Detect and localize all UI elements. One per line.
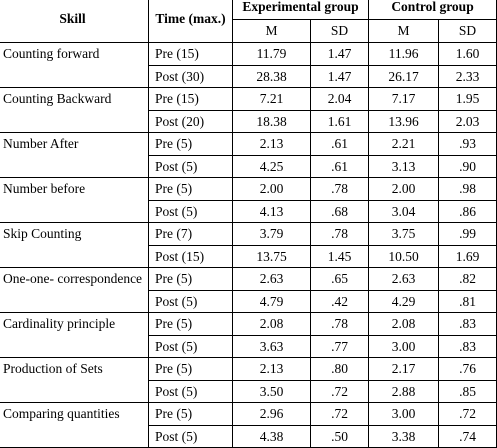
cell-time: Post (15) [149, 245, 233, 268]
cell-exp-sd: 1.61 [311, 110, 369, 133]
cell-time: Pre (5) [149, 133, 233, 156]
cell-exp-sd: 1.47 [311, 43, 369, 66]
cell-ctl-m: 2.88 [369, 380, 439, 403]
cell-exp-m: 4.25 [233, 155, 311, 178]
cell-exp-m: 2.13 [233, 358, 311, 381]
cell-time: Pre (5) [149, 403, 233, 426]
cell-time: Pre (15) [149, 88, 233, 111]
cell-exp-sd: 1.45 [311, 245, 369, 268]
header-exp-sd: SD [311, 20, 369, 43]
cell-exp-sd: .80 [311, 358, 369, 381]
cell-skill: Counting forward [0, 43, 149, 88]
cell-exp-sd: .78 [311, 313, 369, 336]
cell-exp-m: 2.96 [233, 403, 311, 426]
cell-ctl-m: 3.00 [369, 403, 439, 426]
cell-skill: Skip Counting [0, 223, 149, 268]
table-row [0, 43, 497, 66]
cell-ctl-sd: .85 [439, 380, 497, 403]
cell-ctl-m: 2.17 [369, 358, 439, 381]
cell-time: Post (5) [149, 380, 233, 403]
cell-time: Post (5) [149, 290, 233, 313]
cell-exp-sd: .42 [311, 290, 369, 313]
table-row [0, 358, 497, 381]
cell-exp-m: 28.38 [233, 65, 311, 88]
cell-time: Pre (5) [149, 178, 233, 201]
cell-skill: Number After [0, 133, 149, 178]
cell-time: Pre (5) [149, 358, 233, 381]
cell-exp-m: 2.13 [233, 133, 311, 156]
header-exp-m: M [233, 20, 311, 43]
cell-ctl-m: 3.04 [369, 200, 439, 223]
cell-ctl-m: 3.00 [369, 335, 439, 358]
cell-ctl-sd: .74 [439, 425, 497, 448]
table-row [0, 178, 497, 201]
cell-skill: Production of Sets [0, 358, 149, 403]
cell-ctl-m: 13.96 [369, 110, 439, 133]
cell-ctl-sd: .76 [439, 358, 497, 381]
cell-time: Pre (5) [149, 268, 233, 291]
cell-time: Pre (15) [149, 43, 233, 66]
cell-ctl-sd: 1.60 [439, 43, 497, 66]
cell-time: Pre (5) [149, 313, 233, 336]
cell-exp-sd: .61 [311, 155, 369, 178]
cell-exp-m: 4.38 [233, 425, 311, 448]
cell-skill: Counting Backward [0, 88, 149, 133]
header-control-group: Control group [369, 0, 497, 20]
cell-exp-m: 3.63 [233, 335, 311, 358]
cell-time: Post (30) [149, 65, 233, 88]
cell-time: Pre (7) [149, 223, 233, 246]
cell-ctl-m: 11.96 [369, 43, 439, 66]
cell-exp-sd: 1.47 [311, 65, 369, 88]
cell-ctl-sd: .93 [439, 133, 497, 156]
cell-exp-m: 4.79 [233, 290, 311, 313]
cell-time: Post (5) [149, 335, 233, 358]
cell-ctl-m: 2.00 [369, 178, 439, 201]
cell-ctl-sd: .83 [439, 313, 497, 336]
cell-time: Post (20) [149, 110, 233, 133]
cell-exp-sd: .61 [311, 133, 369, 156]
cell-ctl-sd: 2.03 [439, 110, 497, 133]
cell-exp-sd: .72 [311, 380, 369, 403]
cell-exp-m: 2.00 [233, 178, 311, 201]
header-ctl-sd: SD [439, 20, 497, 43]
cell-exp-m: 3.79 [233, 223, 311, 246]
cell-ctl-sd: .86 [439, 200, 497, 223]
table-row [0, 268, 497, 291]
cell-ctl-sd: .82 [439, 268, 497, 291]
cell-exp-sd: 2.04 [311, 88, 369, 111]
cell-exp-m: 13.75 [233, 245, 311, 268]
cell-skill: One-one- correspondence [0, 268, 149, 313]
header-row-groups [0, 0, 497, 20]
header-skill: Skill [0, 0, 149, 43]
header-experimental-group: Experimental group [233, 0, 369, 20]
cell-ctl-sd: .98 [439, 178, 497, 201]
table-body [0, 43, 497, 448]
cell-ctl-m: 2.63 [369, 268, 439, 291]
cell-ctl-sd: .99 [439, 223, 497, 246]
cell-skill: Number before [0, 178, 149, 223]
cell-ctl-sd: 1.69 [439, 245, 497, 268]
cell-exp-sd: .78 [311, 223, 369, 246]
table-row [0, 133, 497, 156]
cell-skill: Cardinality principle [0, 313, 149, 358]
cell-ctl-m: 2.21 [369, 133, 439, 156]
cell-ctl-sd: .90 [439, 155, 497, 178]
cell-ctl-m: 7.17 [369, 88, 439, 111]
cell-ctl-m: 3.13 [369, 155, 439, 178]
cell-ctl-sd: .81 [439, 290, 497, 313]
cell-ctl-m: 3.75 [369, 223, 439, 246]
cell-ctl-m: 26.17 [369, 65, 439, 88]
table-row [0, 403, 497, 426]
cell-exp-m: 4.13 [233, 200, 311, 223]
cell-exp-m: 2.08 [233, 313, 311, 336]
header-ctl-m: M [369, 20, 439, 43]
cell-skill: Comparing quantities [0, 403, 149, 448]
cell-exp-m: 11.79 [233, 43, 311, 66]
cell-time: Post (5) [149, 155, 233, 178]
cell-exp-sd: .50 [311, 425, 369, 448]
cell-exp-m: 18.38 [233, 110, 311, 133]
cell-exp-m: 7.21 [233, 88, 311, 111]
cell-ctl-m: 10.50 [369, 245, 439, 268]
cell-exp-m: 3.50 [233, 380, 311, 403]
header-time: Time (max.) [149, 0, 233, 43]
cell-ctl-sd: .72 [439, 403, 497, 426]
cell-ctl-sd: .83 [439, 335, 497, 358]
cell-ctl-sd: 1.95 [439, 88, 497, 111]
cell-ctl-sd: 2.33 [439, 65, 497, 88]
cell-exp-sd: .68 [311, 200, 369, 223]
cell-exp-sd: .65 [311, 268, 369, 291]
cell-ctl-m: 4.29 [369, 290, 439, 313]
cell-ctl-m: 3.38 [369, 425, 439, 448]
table-row [0, 223, 497, 246]
cell-ctl-m: 2.08 [369, 313, 439, 336]
table-row [0, 313, 497, 336]
table-row [0, 88, 497, 111]
cell-exp-sd: .78 [311, 178, 369, 201]
cell-exp-sd: .77 [311, 335, 369, 358]
cell-exp-m: 2.63 [233, 268, 311, 291]
cell-exp-sd: .72 [311, 403, 369, 426]
cell-time: Post (5) [149, 425, 233, 448]
cell-time: Post (5) [149, 200, 233, 223]
